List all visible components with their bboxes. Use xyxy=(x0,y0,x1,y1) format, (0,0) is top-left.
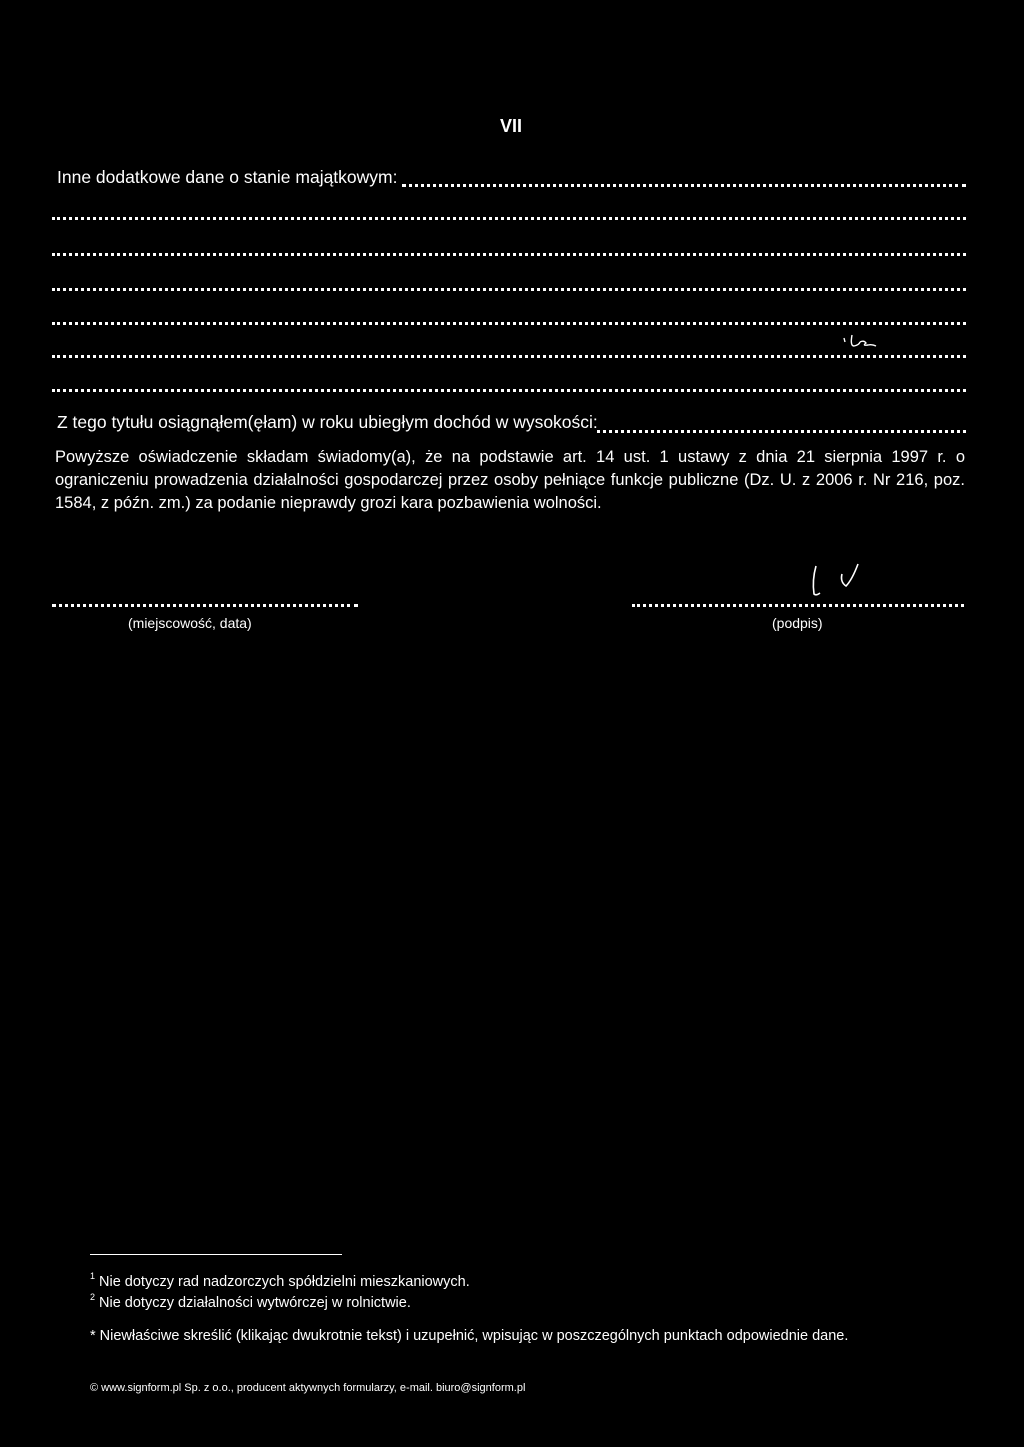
instruction-note: * Niewłaściwe skreślić (klikając dwukrotnie tekst) i uzupełnić, wpisując w poszczególnych punktach odpowiednie dane. xyxy=(90,1328,849,1344)
footnote-2-text: Nie dotyczy działalności wytwórczej w rolnictwie. xyxy=(99,1295,411,1311)
other-assets-field-line-2[interactable] xyxy=(52,217,966,220)
handwritten-mark xyxy=(840,332,880,354)
other-assets-field-line-5[interactable] xyxy=(52,322,966,325)
declaration-paragraph xyxy=(55,446,965,515)
other-assets-field-line-4[interactable] xyxy=(52,288,966,291)
declaration-line-1: Powyższe oświadczenie składam świadomy(a), że na podstawie art. 14 ust. 1 ustawy z dnia 21 sierpnia 1997 r. xyxy=(55,448,947,466)
footnote-1-mark: 1 xyxy=(90,1271,96,1281)
place-date-caption: (miejscowość, data) xyxy=(128,615,252,631)
footnote-2 xyxy=(90,1287,411,1313)
other-assets-field-line-6[interactable] xyxy=(52,355,966,358)
other-assets-field-line-7[interactable] xyxy=(52,389,966,392)
declaration-line-3: Nr 216, poz. 1584, z późn. zm.) za podanie nieprawdy grozi kara pozbawienia wolności. xyxy=(55,471,965,512)
income-label: Z tego tytułu osiągnąłem(ęłam) w roku ubiegłym dochód w wysokości: xyxy=(57,412,598,432)
income-field[interactable] xyxy=(597,430,966,433)
signature-image xyxy=(800,560,870,602)
signature-field[interactable] xyxy=(632,604,964,607)
signature-caption: (podpis) xyxy=(772,615,823,631)
place-date-field[interactable] xyxy=(52,604,358,607)
other-assets-field-line-3[interactable] xyxy=(52,253,966,256)
footnote-2-mark: 2 xyxy=(90,1292,96,1302)
other-assets-field-line-1[interactable] xyxy=(402,184,966,187)
declaration-line-2: o ograniczeniu prowadzenia działalności gospodarczej przez osoby pełniące funkcje publiczne (Dz. U. z 2006 r. xyxy=(55,448,965,489)
footnote-1-text: Nie dotyczy rad nadzorczych spółdzielni mieszkaniowych. xyxy=(99,1274,470,1290)
section-number: VII xyxy=(500,116,523,136)
other-assets-label: Inne dodatkowe dane o stanie majątkowym: xyxy=(57,167,398,187)
footnote-separator xyxy=(90,1254,342,1255)
copyright-line: © www.signform.pl Sp. z o.o., producent aktywnych formularzy, e-mail. biuro@signform.pl xyxy=(90,1382,526,1394)
